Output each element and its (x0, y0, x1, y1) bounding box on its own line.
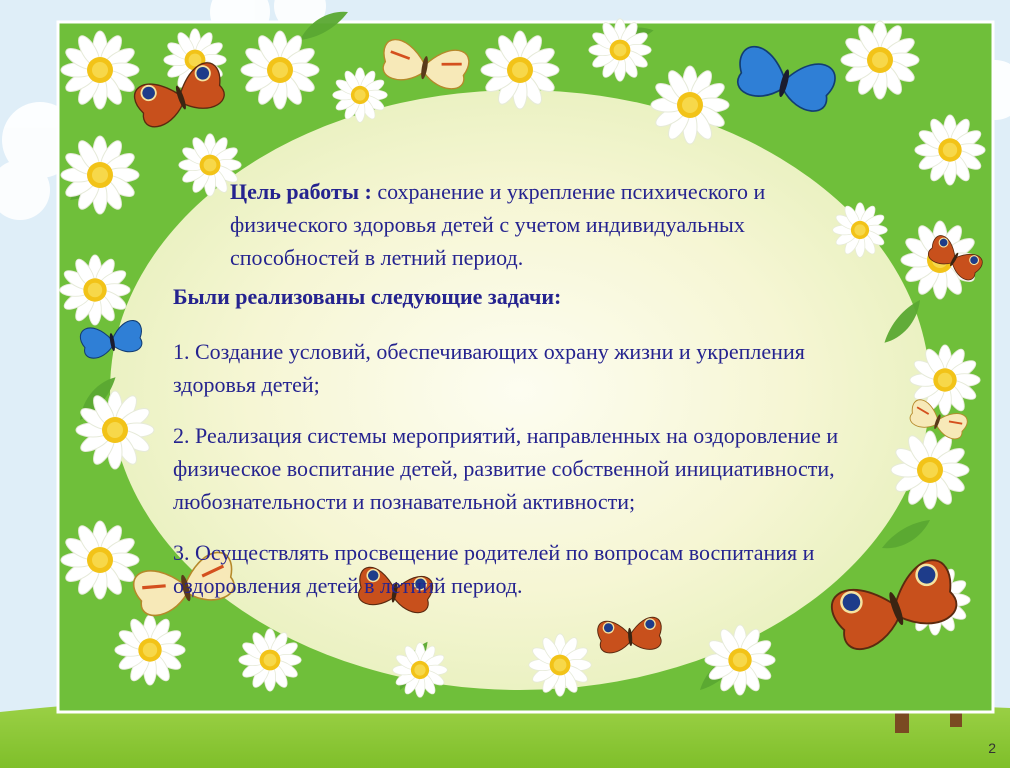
task-item: 3. Осуществлять просвещение родителей по вопросам воспитания и оздоровления детей в летний период. (173, 540, 815, 598)
goal-paragraph (230, 175, 840, 274)
goal-text: сохранение и укрепление психического и физического здоровья детей с учетом индивидуальных способностей в летний период. (230, 179, 766, 270)
goal-label: Цель работы : (230, 179, 372, 204)
slide-text (173, 175, 873, 602)
task-item: 2. Реализация системы мероприятий, направленных на оздоровление и физическое воспитание детей, развитие собственной инициативности, любознательности и познавательной активности; (173, 423, 839, 514)
task-item: 1. Создание условий, обеспечивающих охрану жизни и укрепления здоровья детей; (173, 339, 805, 397)
page-number: 2 (988, 740, 996, 756)
tasks-heading: Были реализованы следующие задачи: (173, 284, 562, 309)
